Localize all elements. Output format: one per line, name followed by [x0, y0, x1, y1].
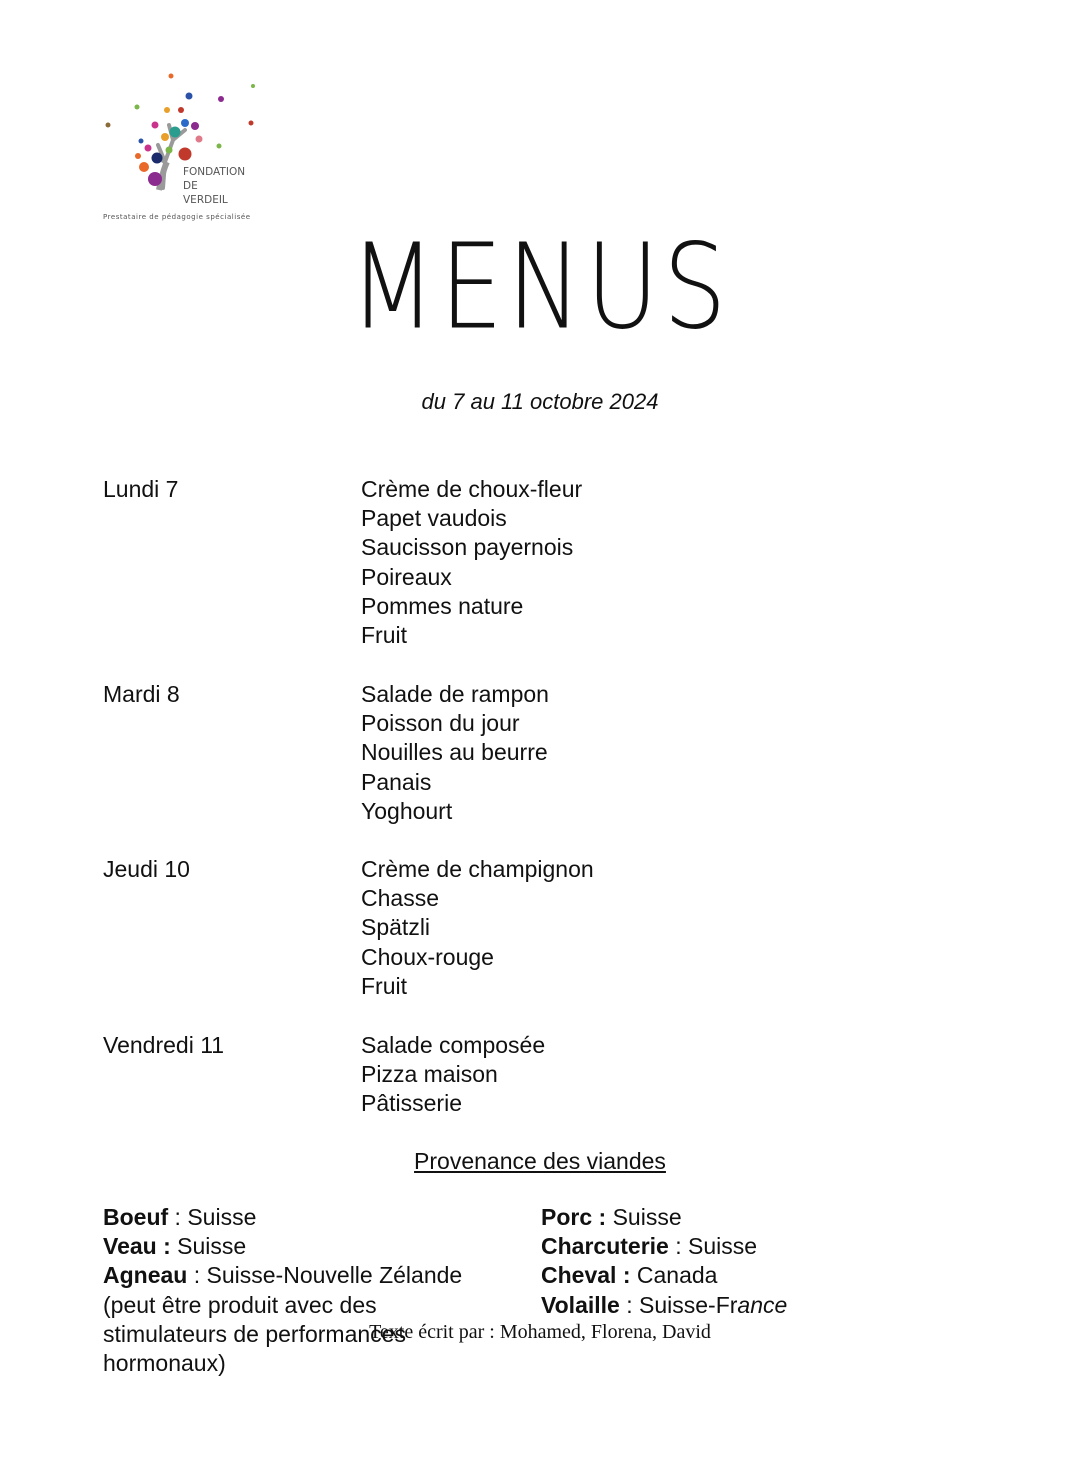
dish-item: Crème de champignon	[361, 856, 594, 882]
day-name: Lundi 7	[103, 476, 179, 502]
dish-item: Chasse	[361, 885, 439, 912]
day-name: Mardi 8	[103, 681, 180, 707]
separator: :	[168, 1204, 188, 1230]
meat-origin-item	[103, 1203, 483, 1232]
dish-list	[361, 680, 549, 826]
dish-list	[361, 1031, 545, 1119]
meat-origin: Suisse	[688, 1233, 758, 1260]
meat-origin-item	[541, 1261, 787, 1290]
meat-name: Volaille	[541, 1291, 620, 1318]
dish-item: Salade de rampon	[361, 681, 549, 707]
meat-origin-item	[103, 1232, 483, 1261]
dish-list	[361, 475, 582, 650]
dish-item: Pâtisserie	[361, 1090, 462, 1117]
dish-item: Yoghourt	[361, 797, 453, 824]
hormone-note: (peut être produit avec des stimulateurs de performances hormonaux)	[103, 1291, 406, 1377]
separator: :	[668, 1233, 688, 1260]
meat-origin: Canada	[636, 1262, 718, 1289]
dish-item: Crème de choux-fleur	[361, 476, 583, 502]
meat-origin: Suisse	[187, 1204, 257, 1230]
dish-item: Nouilles au beurre	[361, 739, 548, 766]
dish-item: Papet vaudois	[361, 505, 507, 532]
separator: :	[187, 1262, 207, 1289]
dish-item: Fruit	[361, 972, 407, 999]
meat-name: Charcuterie	[541, 1233, 669, 1260]
meat-origin: Suisse	[612, 1204, 682, 1230]
dish-item: Pizza maison	[361, 1061, 498, 1088]
logo-text-fondation: FONDATION	[183, 166, 246, 178]
meat-origin: Suisse	[177, 1233, 247, 1260]
dish-item: Panais	[361, 768, 432, 795]
dish-item: Saucisson payernois	[361, 534, 574, 561]
author-credit: Texte écrit par : Mohamed, Florena, David	[369, 1321, 711, 1343]
logo-tagline: Prestataire de pédagogie spécialisée	[103, 213, 250, 221]
day-name: Vendredi 11	[103, 1032, 225, 1058]
page-title: MENUS	[349, 218, 731, 357]
fondation-verdeil-logo	[103, 70, 263, 228]
logo-text-verdeil: VERDEIL	[183, 194, 228, 206]
dish-item: Poisson du jour	[361, 710, 520, 737]
day-name: Jeudi 10	[103, 856, 190, 882]
meat-origin-item	[541, 1203, 787, 1232]
meat-origin-item	[103, 1261, 483, 1290]
meat-name: Boeuf	[103, 1204, 169, 1230]
meat-origin-item	[541, 1232, 787, 1261]
meat-origin-heading: Provenance des viandes	[414, 1148, 666, 1174]
meat-origin-list-right	[541, 1203, 787, 1320]
logo-text-de: DE	[183, 180, 198, 192]
dish-item: Fruit	[361, 622, 407, 649]
meat-name: Cheval :	[541, 1262, 631, 1289]
meat-origin-italic-part: ance	[737, 1291, 788, 1318]
separator: :	[619, 1291, 639, 1318]
meat-origin-item	[541, 1291, 787, 1320]
dish-item: Salade composée	[361, 1032, 546, 1058]
meat-origin-list-left	[103, 1203, 483, 1378]
meat-name: Porc :	[541, 1204, 607, 1230]
dish-item: Pommes nature	[361, 592, 524, 619]
meat-name: Agneau	[103, 1262, 188, 1289]
meat-origin: Suisse-Nouvelle Zélande	[206, 1262, 463, 1289]
menu-date-range: du 7 au 11 octobre 2024	[421, 389, 659, 414]
meat-origin: Suisse-Fr	[639, 1291, 738, 1318]
dish-item: Choux-rouge	[361, 943, 494, 970]
dish-list	[361, 855, 594, 1001]
dish-item: Poireaux	[361, 563, 452, 590]
meat-name: Veau :	[103, 1233, 171, 1260]
dish-item: Spätzli	[361, 914, 431, 941]
